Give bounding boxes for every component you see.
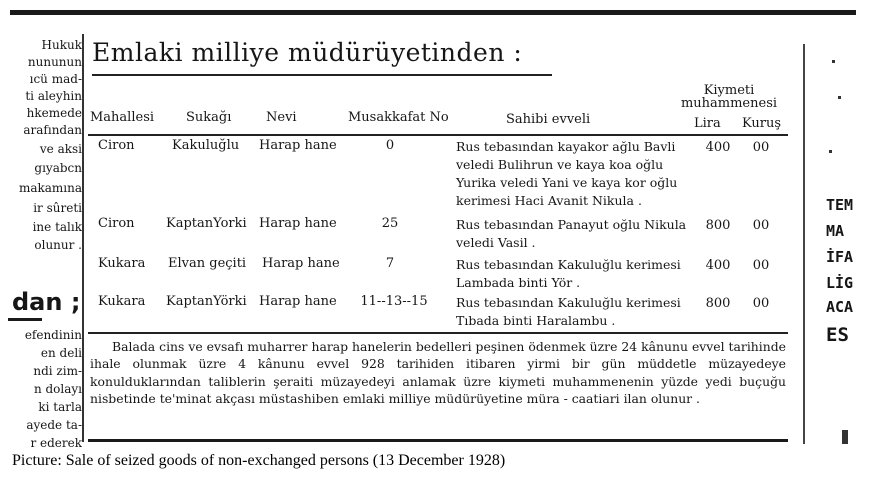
cell-lira: 800 xyxy=(705,296,731,311)
article xyxy=(86,20,798,445)
picture-caption: Picture: Sale of seized goods of non-exchanged persons (13 December 1928) xyxy=(12,452,506,469)
cell-nevi: Harap hane xyxy=(262,256,340,271)
left-line: olunur . xyxy=(34,238,82,252)
cell-lira: 400 xyxy=(705,258,731,273)
cell-nevi: Harap hane xyxy=(259,138,337,153)
article-title: Emlaki milliye müdürüyetinden : xyxy=(92,38,523,67)
header-kiymet xyxy=(672,84,786,110)
header-mahalle: Mahallesi xyxy=(90,110,155,125)
cell-no: 0 xyxy=(385,138,395,153)
cell-no: 25 xyxy=(381,216,399,231)
header-rule xyxy=(88,134,788,136)
header-nevi: Nevi xyxy=(266,110,297,125)
header-sokak: Sukağı xyxy=(186,110,232,125)
cell-kurus: 00 xyxy=(752,258,770,273)
left-line: ti aleyhin xyxy=(25,89,82,103)
cell-mahalle: Ciron xyxy=(98,138,135,153)
cell-sahibi: Rus tebasından Kakuluğlu kerimesi Lambada binti Yör . xyxy=(456,257,681,290)
left-heading: dan ; xyxy=(12,288,81,316)
left-line: Hukuk xyxy=(41,38,82,52)
left-line: r ederek xyxy=(30,436,82,450)
title-rule xyxy=(92,74,552,76)
left-line: ndi zim- xyxy=(33,364,82,378)
left-column-fragment xyxy=(0,38,82,450)
cell-no: 11--13--15 xyxy=(360,294,428,309)
left-line: efendinin xyxy=(24,328,82,342)
header-musakkafat-no: Musakkafat No xyxy=(348,110,449,125)
cell-sokak: Kakuluğlu xyxy=(172,138,240,153)
right-line: MA xyxy=(826,222,845,240)
cell-nevi: Harap hane xyxy=(259,216,337,231)
cell-kurus: 00 xyxy=(752,140,770,155)
column-divider-right xyxy=(803,44,805,444)
right-line: LİG xyxy=(826,274,854,292)
cell-no: 7 xyxy=(385,256,395,271)
left-line: ine talık xyxy=(32,220,82,234)
header-sahibi: Sahibi evveli xyxy=(506,112,591,127)
header-kiymet-line2: muhammenesi xyxy=(680,96,778,111)
cell-sahibi: Rus tebasından kayakor ağlu Bavli veledi Bulihrun ve kaya koa oğlu Yurika veledi Yani ve kaya kor oğlu kerimesi Haci Avanit Nikula . xyxy=(456,139,678,208)
cell-sahibi: Rus tebasından Panayut oğlu Nikula veledi Vasil . xyxy=(456,217,687,250)
header-kiymet-line1: Kiymeti xyxy=(703,83,755,98)
top-rule xyxy=(10,10,856,15)
ink-speck xyxy=(829,150,832,153)
ink-speck xyxy=(832,60,835,63)
left-line: gıyabcn xyxy=(34,161,82,175)
right-line: ES xyxy=(826,326,849,344)
cell-nevi: Harap hane xyxy=(259,294,337,309)
cell-lira: 400 xyxy=(705,140,731,155)
cell-sokak: KaptanYorki xyxy=(166,216,247,231)
right-line: ACA xyxy=(826,298,854,316)
left-line: n dolayı xyxy=(33,382,82,396)
rows-rule xyxy=(88,332,788,334)
ink-speck xyxy=(838,96,841,99)
cell-sokak: Elvan geçiti xyxy=(168,256,247,271)
cell-mahalle: Ciron xyxy=(98,216,135,231)
ink-speck xyxy=(842,430,848,444)
left-line: ve aksi xyxy=(39,142,82,156)
cell-sokak: KaptanYörki xyxy=(166,294,247,309)
cell-mahalle: Kukara xyxy=(98,256,146,271)
left-line: ir sûreti xyxy=(33,201,82,215)
left-line: ayede ta- xyxy=(26,418,82,432)
cell-sahibi: Rus tebasından Kakuluğlu kerimesi Tıbada binti Haralambu . xyxy=(456,295,681,328)
cell-kurus: 00 xyxy=(752,218,770,233)
left-heading-rule xyxy=(8,318,42,321)
left-line: en deli xyxy=(40,346,82,360)
right-line: TEM xyxy=(826,196,854,214)
header-lira: Lira xyxy=(694,116,721,131)
column-divider-left xyxy=(82,34,84,442)
left-line: hkemede xyxy=(26,106,82,120)
header-kurus: Kuruş xyxy=(742,116,782,131)
left-line: ıcü mad- xyxy=(29,72,82,86)
left-line: nununun xyxy=(27,55,82,69)
announcement-paragraph: Balada cins ve evsafı muharrer harap hanelerin bedelleri peşinen ödenmek üzre 24 kânunu evvel tarihinde ihale olunmak üzre 4 kânunu evvel 928 tarihiden itibaren yirmi bir gün müddetle müzayedeye konulduklarından taliblerin şeraiti müzayedeyi anlamak üzre kiymeti muhammenenin yüzde yedi buçuğu nisbetinde te'minat akçası müstashiben emlaki milliye müdürüyetine müra - caatiari ilan olunur . xyxy=(90,339,786,407)
left-line: arafından xyxy=(23,123,82,137)
cell-kurus: 00 xyxy=(752,296,770,311)
cell-mahalle: Kukara xyxy=(98,294,146,309)
left-line: makamına xyxy=(18,181,82,195)
right-line: İFA xyxy=(826,248,854,266)
bottom-rule xyxy=(88,439,788,442)
cell-lira: 800 xyxy=(705,218,731,233)
left-line: ki tarla xyxy=(38,400,82,414)
